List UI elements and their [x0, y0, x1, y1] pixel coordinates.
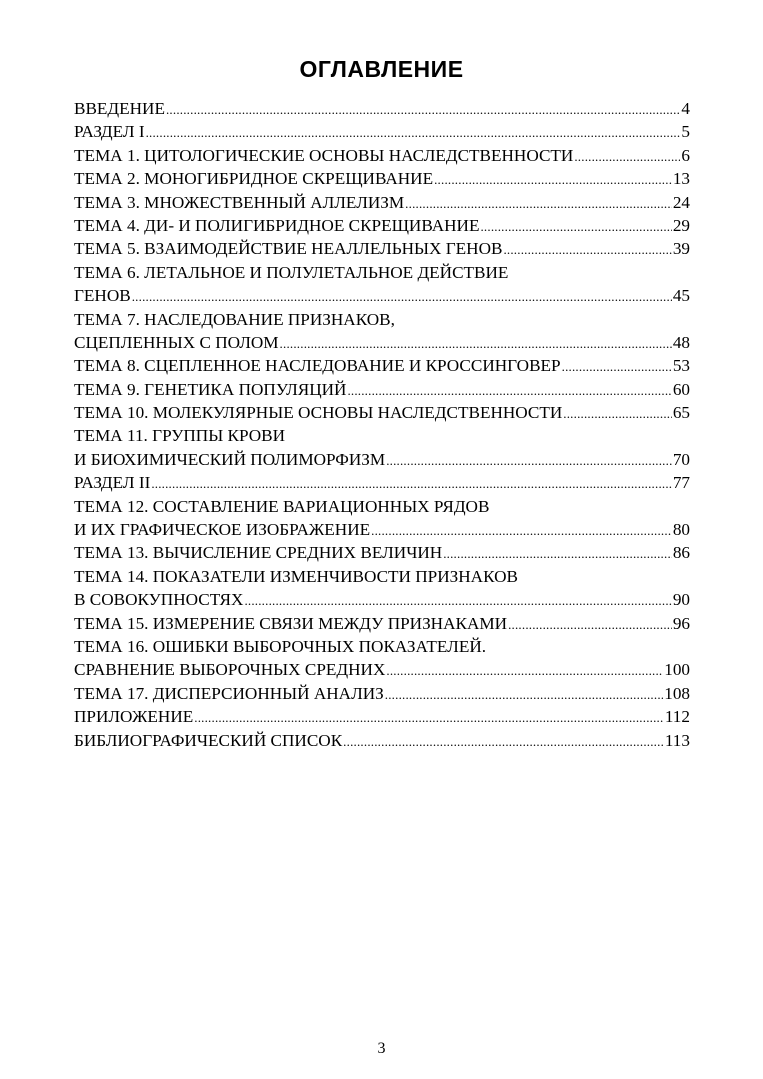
toc-entry-page: 53 [672, 356, 690, 376]
toc-entry [74, 191, 690, 214]
toc-entry-title: ТЕМА 15. ИЗМЕРЕНИЕ СВЯЗИ МЕЖДУ ПРИЗНАКАМИ [74, 613, 508, 633]
toc-entry-title: СЦЕПЛЕННЫХ С ПОЛОМ [74, 332, 279, 352]
toc-entry-title: ТЕМА 8. СЦЕПЛЕННОЕ НАСЛЕДОВАНИЕ И КРОССИНГОВЕР [74, 356, 561, 376]
toc-entry [74, 682, 690, 705]
dot-leader [371, 519, 672, 542]
toc-entry-title: ГЕНОВ [74, 286, 131, 306]
toc-entry-page: 100 [664, 660, 690, 680]
dot-leader [166, 98, 680, 121]
toc-entry [74, 705, 690, 728]
toc-entry-title: ТЕМА 16. ОШИБКИ ВЫБОРОЧНЫХ ПОКАЗАТЕЛЕЙ. [74, 636, 487, 656]
toc-entry-title: ТЕМА 17. ДИСПЕРСИОННЫЙ АНАЛИЗ [74, 683, 384, 703]
dot-leader [280, 332, 672, 355]
toc-entry [74, 495, 690, 518]
toc-entry-title: ТЕМА 11. ГРУППЫ КРОВИ [74, 426, 285, 446]
toc-entry-title: ТЕМА 3. МНОЖЕСТВЕННЫЙ АЛЛЕЛИЗМ [74, 192, 405, 212]
dot-leader [386, 659, 663, 682]
toc-entry [74, 565, 690, 588]
toc-entry [74, 144, 690, 167]
toc-entry [74, 471, 690, 494]
toc-entry [74, 424, 690, 447]
toc-entry-page: 24 [672, 192, 690, 212]
dot-leader [194, 706, 664, 729]
toc-entry-title: ТЕМА 12. СОСТАВЛЕНИЕ ВАРИАЦИОННЫХ РЯДОВ [74, 496, 490, 516]
toc-entry-page: 80 [672, 520, 690, 540]
toc-entry-title: ТЕМА 1. ЦИТОЛОГИЧЕСКИЕ ОСНОВЫ НАСЛЕДСТВЕННОСТИ [74, 145, 574, 165]
toc-entry [74, 237, 690, 260]
dot-leader [480, 215, 671, 238]
toc-entry-title: ТЕМА 9. ГЕНЕТИКА ПОПУЛЯЦИЙ [74, 379, 347, 399]
dot-leader [343, 730, 664, 753]
toc-entry-title: И БИОХИМИЧЕСКИЙ ПОЛИМОРФИЗМ [74, 449, 386, 469]
dot-leader [503, 238, 671, 261]
dot-leader [146, 121, 681, 144]
toc-entry-page: 96 [672, 613, 690, 633]
toc-entry-page: 4 [681, 99, 690, 118]
toc-entry-title: ТЕМА 4. ДИ- И ПОЛИГИБРИДНОЕ СКРЕЩИВАНИЕ [74, 215, 480, 235]
toc-entry-title: РАЗДЕЛ I [74, 122, 145, 142]
toc-entry-page: 39 [672, 239, 690, 259]
toc-entry-title: ТЕМА 13. ВЫЧИСЛЕНИЕ СРЕДНИХ ВЕЛИЧИН [74, 543, 443, 563]
toc-entry-page: 70 [672, 449, 690, 469]
toc-entry-page: 48 [672, 332, 690, 352]
toc-entry-title: БИБЛИОГРАФИЧЕСКИЙ СПИСОК [74, 730, 343, 750]
toc-entry-title: ВВЕДЕНИЕ [74, 99, 165, 118]
toc-entry-page: 77 [672, 473, 690, 493]
toc-entry-page: 29 [672, 215, 690, 235]
toc-entry-title: В СОВОКУПНОСТЯХ [74, 590, 244, 610]
dot-leader [244, 589, 671, 612]
toc-entry-title: ТЕМА 10. МОЛЕКУЛЯРНЫЕ ОСНОВЫ НАСЛЕДСТВЕННОСТИ [74, 403, 563, 423]
toc-entry [74, 401, 690, 424]
dot-leader [405, 192, 672, 215]
table-of-contents [74, 97, 690, 752]
toc-entry-title: ПРИЛОЖЕНИЕ [74, 707, 194, 727]
toc-entry [74, 120, 690, 143]
toc-entry [74, 378, 690, 401]
page-title: ОГЛАВЛЕНИЕ [299, 56, 464, 82]
toc-entry [74, 167, 690, 190]
toc-entry [74, 635, 690, 658]
dot-leader [563, 402, 672, 425]
toc-entry [74, 541, 690, 564]
page-number: 3 [377, 1040, 386, 1057]
dot-leader [434, 168, 672, 191]
toc-entry [74, 658, 690, 681]
dot-leader [443, 542, 672, 565]
toc-entry-page: 6 [681, 145, 690, 165]
toc-entry [74, 588, 690, 611]
toc-entry [74, 518, 690, 541]
dot-leader [132, 285, 672, 308]
toc-entry-page: 112 [664, 707, 690, 727]
toc-entry [74, 448, 690, 471]
dot-leader [508, 613, 672, 636]
toc-entry-page: 90 [672, 590, 690, 610]
dot-leader [574, 145, 680, 168]
toc-entry-page: 108 [664, 683, 690, 703]
toc-entry-page: 5 [681, 122, 690, 142]
toc-entry [74, 261, 690, 284]
toc-entry-title: ТЕМА 2. МОНОГИБРИДНОЕ СКРЕЩИВАНИЕ [74, 169, 434, 189]
toc-entry-title: РАЗДЕЛ II [74, 473, 151, 493]
toc-entry-title: ТЕМА 7. НАСЛЕДОВАНИЕ ПРИЗНАКОВ, [74, 309, 395, 329]
toc-entry-page: 86 [672, 543, 690, 563]
toc-entry [74, 308, 690, 331]
toc-entry-page: 45 [672, 286, 690, 306]
toc-entry-title: ТЕМА 14. ПОКАЗАТЕЛИ ИЗМЕНЧИВОСТИ ПРИЗНАКОВ [74, 566, 518, 586]
toc-entry [74, 97, 690, 120]
toc-entry [74, 214, 690, 237]
dot-leader [562, 355, 672, 378]
toc-entry [74, 729, 690, 752]
dot-leader [151, 472, 672, 495]
toc-entry-page: 13 [672, 169, 690, 189]
toc-entry [74, 284, 690, 307]
toc-entry [74, 331, 690, 354]
toc-entry-title: СРАВНЕНИЕ ВЫБОРОЧНЫХ СРЕДНИХ [74, 660, 386, 680]
toc-entry-page: 65 [672, 403, 690, 423]
toc-entry [74, 354, 690, 377]
toc-entry-page: 113 [664, 730, 690, 750]
toc-entry-title: ТЕМА 6. ЛЕТАЛЬНОЕ И ПОЛУЛЕТАЛЬНОЕ ДЕЙСТВИЕ [74, 262, 509, 282]
toc-entry-title: ТЕМА 5. ВЗАИМОДЕЙСТВИЕ НЕАЛЛЕЛЬНЫХ ГЕНОВ [74, 239, 503, 259]
dot-leader [386, 449, 672, 472]
toc-entry [74, 612, 690, 635]
toc-entry-page: 60 [672, 379, 690, 399]
dot-leader [385, 683, 663, 706]
dot-leader [347, 379, 671, 402]
toc-entry-title: И ИХ ГРАФИЧЕСКОЕ ИЗОБРАЖЕНИЕ [74, 520, 371, 540]
